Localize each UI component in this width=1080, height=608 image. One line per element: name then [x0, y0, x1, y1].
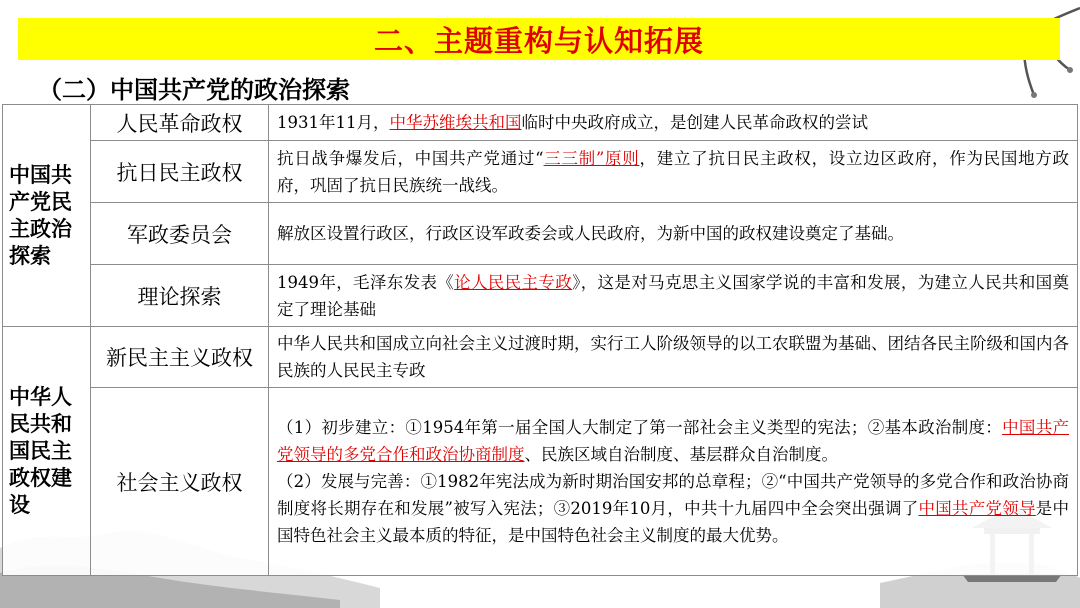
- description-text: 》，这是对马克思主义国家学说的丰富和发展，为建立人民共和国奠定了理论基础: [277, 272, 1070, 319]
- group-label: 中华人民共和国民主政权建设: [3, 327, 91, 576]
- row-description: [269, 388, 1078, 576]
- row-description: [269, 105, 1078, 141]
- highlighted-term: 中华苏维埃共和国: [389, 113, 522, 132]
- group-label: 中国共产党民主政治探索: [3, 105, 91, 327]
- highlighted-term: 三三制”原则: [543, 148, 640, 168]
- description-text: 1931年11月，: [277, 113, 390, 132]
- table-row: [3, 327, 1078, 388]
- description-text: 、民族区域自治制度、基层群众自治制度。: [524, 445, 838, 464]
- table-row: [3, 141, 1078, 203]
- row-description: [269, 203, 1078, 265]
- row-category: 社会主义政权: [91, 388, 269, 576]
- description-text: 解放区设置行政区，行政区设军政委会或人民政府，为新中国的政权建设奠定了基础。: [277, 224, 904, 243]
- row-description: [269, 265, 1078, 327]
- highlighted-term: 论人民民主专政: [454, 272, 573, 292]
- description-text: 中华人民共和国成立向社会主义过渡时期，实行工人阶级领导的以工农联盟为基础、团结各民主阶级和国内各民族的人民民主专政: [277, 334, 1069, 380]
- row-category: 理论探索: [91, 265, 269, 327]
- title-banner: [18, 18, 1060, 60]
- description-text: ，建立了抗日民主政权，设立边区政府，作为民国地方政府，巩固了抗日民族统一战线。: [277, 148, 1070, 195]
- politics-table: [2, 104, 1078, 576]
- description-text: 是中国特色社会主义最本质的特征，是中国特色社会主义制度的最大优势。: [277, 499, 1070, 545]
- table-row: [3, 265, 1078, 327]
- table-row: [3, 203, 1078, 265]
- page-title: 二、主题重构与认知拓展: [373, 23, 704, 58]
- table-row: [3, 388, 1078, 576]
- row-category: 抗日民主政权: [91, 141, 269, 203]
- row-category: 人民革命政权: [91, 105, 269, 141]
- section-subtitle: （二）中国共产党的政治探索: [38, 76, 350, 104]
- description-text: 临时中央政府成立，是创建人民革命政权的尝试: [521, 113, 868, 132]
- table-row: [3, 105, 1078, 141]
- description-text: 抗日战争爆发后，中国共产党通过“: [277, 148, 544, 168]
- row-description: [269, 327, 1078, 388]
- highlighted-term: 中国共产党领导的多党合作和政治协商制度: [277, 418, 1069, 464]
- row-category: 军政委员会: [91, 203, 269, 265]
- highlighted-term: 中国共产党领导: [918, 499, 1036, 518]
- row-category: 新民主主义政权: [91, 327, 269, 388]
- description-text: 1949年，毛泽东发表《: [277, 272, 455, 292]
- row-description: [269, 141, 1078, 203]
- description-text: （2）发展与完善：①1982年宪法成为新时期治国安邦的总章程；②“中国共产党领导的多党合作和政治协商制度将长期存在和发展”被写入宪法；③2019年10月，中共十九届四中全会突出强调了: [277, 472, 1069, 518]
- description-text: （1）初步建立：①1954年第一届全国人大制定了第一部社会主义类型的宪法；②基本政治制度：: [277, 418, 1003, 437]
